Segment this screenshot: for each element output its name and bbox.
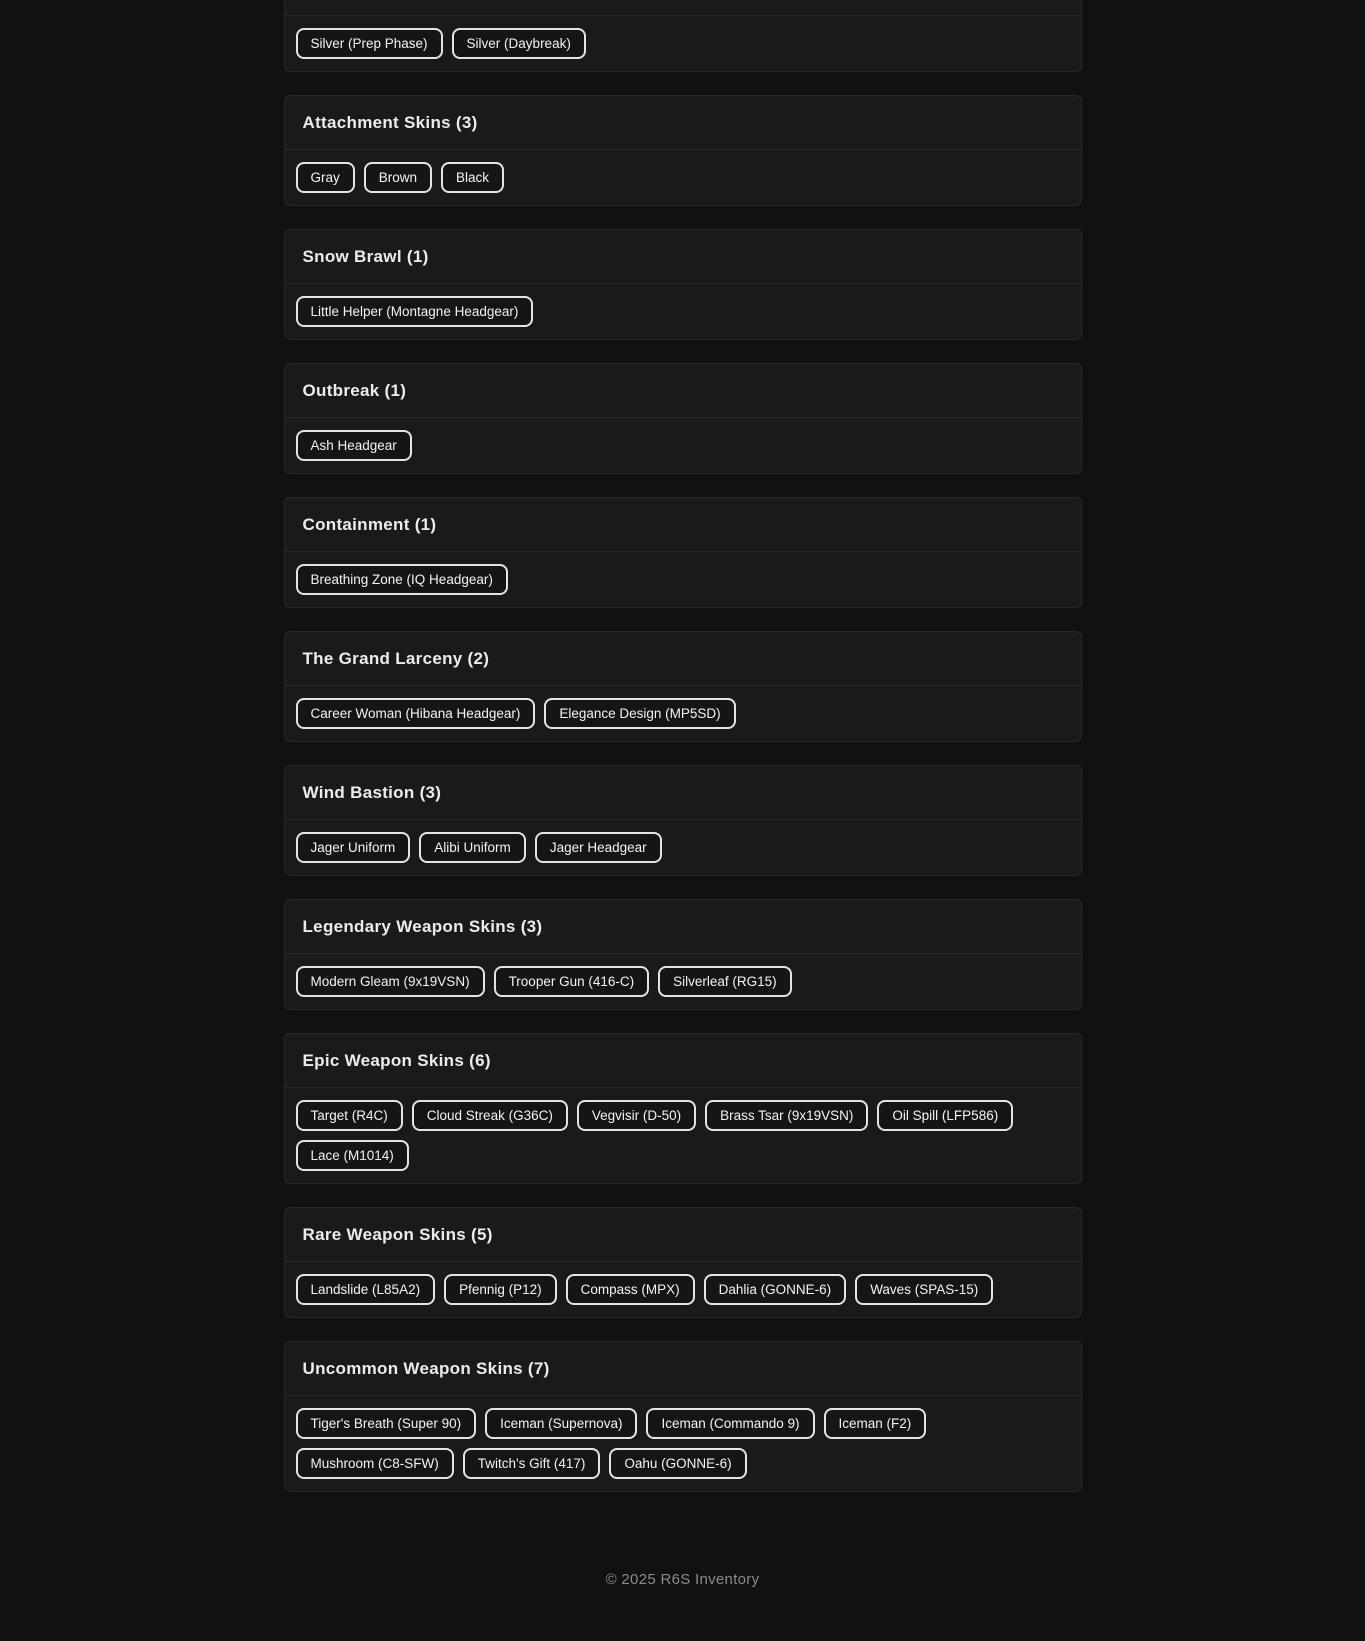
item-chip[interactable]: Compass (MPX): [566, 1274, 695, 1305]
section-header: [285, 96, 1081, 149]
item-chip[interactable]: Ash Headgear: [296, 430, 412, 461]
section-items: [285, 417, 1081, 473]
item-chip[interactable]: Little Helper (Montagne Headgear): [296, 296, 534, 327]
section-items: [285, 1395, 1081, 1491]
section-card: [284, 497, 1082, 608]
section-header: [285, 766, 1081, 819]
section-header: [285, 1208, 1081, 1261]
item-chip[interactable]: Waves (SPAS-15): [855, 1274, 993, 1305]
section-items: [285, 1261, 1081, 1317]
item-chip[interactable]: Vegvisir (D-50): [577, 1100, 696, 1131]
section-title: Legendary Weapon Skins (3): [302, 916, 543, 936]
section-title: Containment (1): [302, 514, 437, 534]
section-header: [285, 1034, 1081, 1087]
item-chip[interactable]: Jager Headgear: [535, 832, 662, 863]
section-title: The Grand Larceny (2): [302, 648, 490, 668]
section-card: [284, 1341, 1082, 1492]
section-card: [284, 765, 1082, 876]
section-card: [284, 95, 1082, 206]
section-items: [285, 819, 1081, 875]
section-title: Wind Bastion (3): [302, 782, 442, 802]
item-chip[interactable]: Career Woman (Hibana Headgear): [296, 698, 536, 729]
item-chip[interactable]: Lace (M1014): [296, 1140, 409, 1171]
item-chip[interactable]: Modern Gleam (9x19VSN): [296, 966, 485, 997]
section-title: Uncommon Weapon Skins (7): [302, 1358, 550, 1378]
inventory-sections: [284, 0, 1082, 1515]
item-chip[interactable]: Gray: [296, 162, 355, 193]
section-card: [284, 229, 1082, 340]
section-card: [284, 363, 1082, 474]
item-chip[interactable]: Landslide (L85A2): [296, 1274, 436, 1305]
section-header: [285, 230, 1081, 283]
section-items: [285, 283, 1081, 339]
section-title: Rare Weapon Skins (5): [302, 1224, 493, 1244]
item-chip[interactable]: Elegance Design (MP5SD): [544, 698, 735, 729]
item-chip[interactable]: Oahu (GONNE-6): [609, 1448, 746, 1479]
section-card: [284, 1207, 1082, 1318]
section-items: [285, 551, 1081, 607]
item-chip[interactable]: Oil Spill (LFP586): [877, 1100, 1013, 1131]
item-chip[interactable]: Target (R4C): [296, 1100, 403, 1131]
footer-text: © 2025 R6S Inventory: [605, 1571, 760, 1588]
section-header: [285, 632, 1081, 685]
section-header: [285, 364, 1081, 417]
section-items: [285, 15, 1081, 71]
section-header: [285, 498, 1081, 551]
item-chip[interactable]: Tiger's Breath (Super 90): [296, 1408, 477, 1439]
section-items: [285, 953, 1081, 1009]
section-card: [284, 0, 1082, 72]
section-title: Epic Weapon Skins (6): [302, 1050, 491, 1070]
section-items: [285, 1087, 1081, 1183]
section-items: [285, 149, 1081, 205]
section-header: [285, 0, 1081, 15]
item-chip[interactable]: Dahlia (GONNE-6): [704, 1274, 847, 1305]
item-chip[interactable]: Alibi Uniform: [419, 832, 526, 863]
footer: [0, 1515, 1365, 1628]
item-chip[interactable]: Silver (Prep Phase): [296, 28, 443, 59]
item-chip[interactable]: Pfennig (P12): [444, 1274, 557, 1305]
item-chip[interactable]: Silver (Daybreak): [452, 28, 586, 59]
item-chip[interactable]: Iceman (Commando 9): [646, 1408, 814, 1439]
item-chip[interactable]: Mushroom (C8-SFW): [296, 1448, 454, 1479]
item-chip[interactable]: Jager Uniform: [296, 832, 411, 863]
item-chip[interactable]: Iceman (F2): [824, 1408, 927, 1439]
section-title: Outbreak (1): [302, 380, 407, 400]
section-card: [284, 1033, 1082, 1184]
item-chip[interactable]: Trooper Gun (416-C): [494, 966, 650, 997]
item-chip[interactable]: Breathing Zone (IQ Headgear): [296, 564, 508, 595]
section-items: [285, 685, 1081, 741]
item-chip[interactable]: Silverleaf (RG15): [658, 966, 792, 997]
section-title: Snow Brawl (1): [302, 246, 429, 266]
section-title: Attachment Skins (3): [302, 112, 478, 132]
item-chip[interactable]: Iceman (Supernova): [485, 1408, 637, 1439]
section-header: [285, 1342, 1081, 1395]
section-card: [284, 899, 1082, 1010]
section-card: [284, 631, 1082, 742]
item-chip[interactable]: Brown: [364, 162, 432, 193]
item-chip[interactable]: Twitch's Gift (417): [463, 1448, 601, 1479]
item-chip[interactable]: Cloud Streak (G36C): [412, 1100, 568, 1131]
section-header: [285, 900, 1081, 953]
item-chip[interactable]: Brass Tsar (9x19VSN): [705, 1100, 868, 1131]
item-chip[interactable]: Black: [441, 162, 504, 193]
